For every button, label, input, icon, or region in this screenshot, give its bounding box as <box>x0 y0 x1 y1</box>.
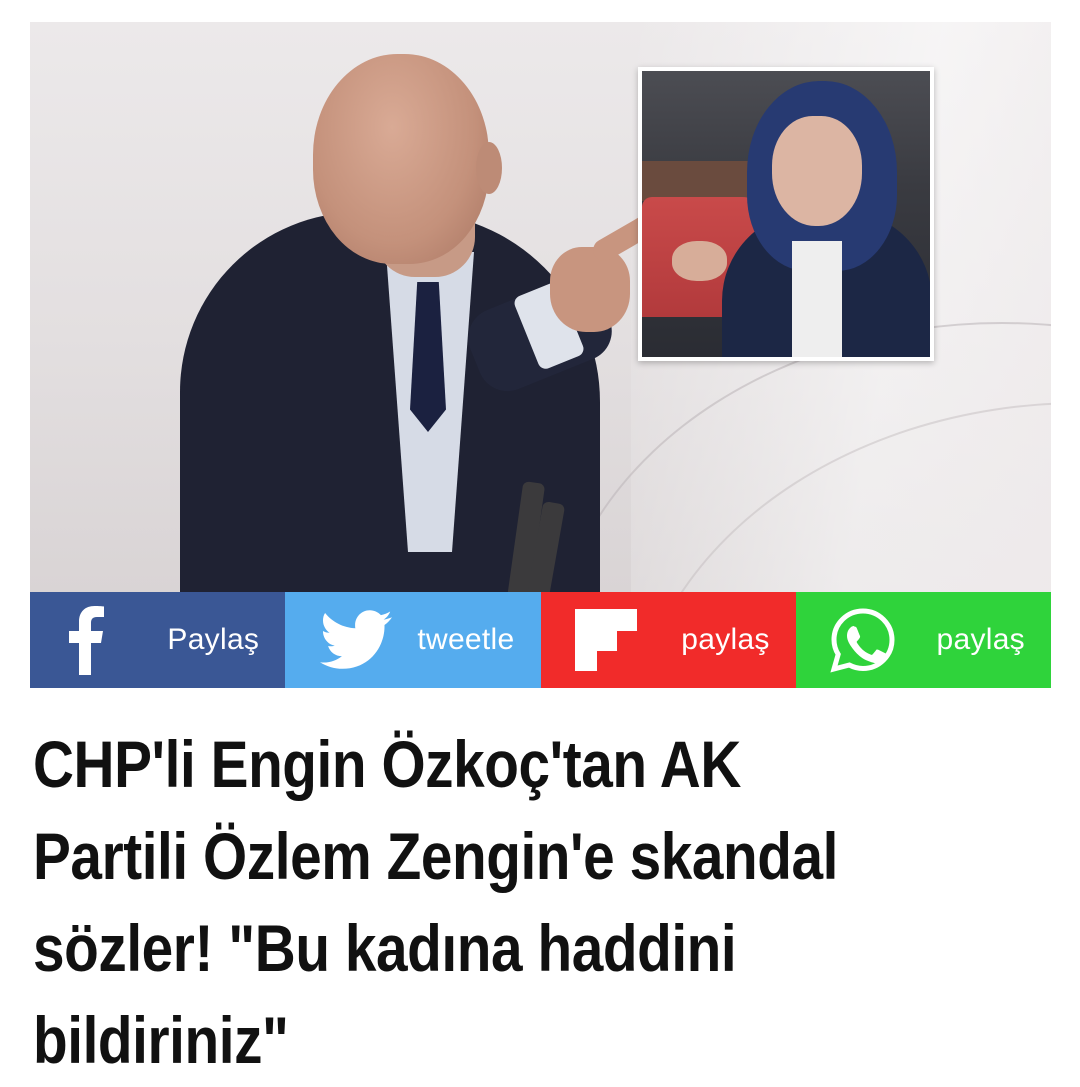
twitter-icon <box>319 610 393 670</box>
inset-photo <box>638 67 934 361</box>
flipboard-icon <box>575 609 637 671</box>
whatsapp-share-button[interactable] <box>796 592 1051 688</box>
facebook-icon <box>64 605 106 675</box>
whatsapp-icon <box>830 607 896 673</box>
whatsapp-share-label: paylaş <box>936 623 1025 656</box>
article-headline[interactable]: CHP'li Engin Özkoç'tan AK Partili Özlem Zengin'e skandal sözler! "Bu kadına haddini bildiriniz" <box>33 727 838 1077</box>
share-bar <box>30 592 1051 688</box>
flipboard-share-label: paylaş <box>681 623 770 656</box>
flipboard-share-button[interactable] <box>541 592 796 688</box>
twitter-share-label: tweetle <box>417 623 515 656</box>
facebook-share-button[interactable] <box>30 592 285 688</box>
hero-photo[interactable] <box>30 22 1051 592</box>
twitter-share-button[interactable] <box>285 592 540 688</box>
facebook-share-label: Paylaş <box>167 623 260 656</box>
